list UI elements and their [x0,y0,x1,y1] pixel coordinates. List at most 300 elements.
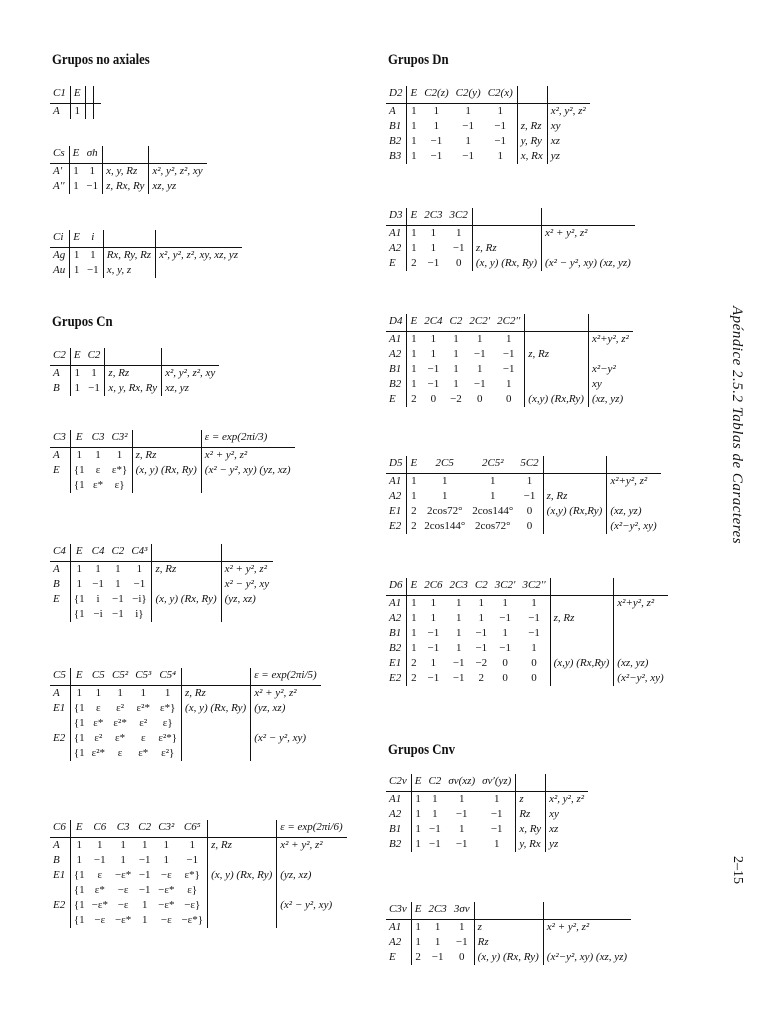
class-header [588,314,632,332]
table-cell: 1 [430,657,437,669]
table-cell [208,883,277,898]
table-cell: ε²*} [158,732,178,744]
irrep-label [50,478,70,493]
table-cell: 1 [136,563,143,575]
table-cell: −i [93,608,103,620]
table-cell: x² + y², z² [543,920,631,936]
irrep-label: A1 [386,596,407,612]
table-cell: {1 [73,884,85,896]
class-header [182,668,251,686]
table-cell: −ε} [184,899,201,911]
table-cell: 1 [441,490,448,502]
class-header: E [70,348,84,366]
table-cell: −1 [427,378,440,390]
class-header: 2C2′′ [494,314,525,332]
table-cell: 1 [89,165,95,177]
table-cell: x² + y², z² [542,226,635,242]
table-cell: ε* [115,732,126,744]
table-cell: −ε*} [181,914,204,926]
table-cell: x²+y², z² [588,332,632,348]
table-cell [525,377,589,392]
table-cell: ε*} [111,464,128,476]
table-cell: 1 [455,627,462,639]
table-cell: 1 [465,105,471,117]
table-cell [614,626,668,641]
irrep-label: A2 [386,807,411,822]
table-row [50,686,321,702]
table-row [50,104,101,120]
table-cell: −ε* [91,899,108,911]
class-header [162,348,220,366]
irrep-label: A2 [386,489,407,504]
irrep-label: B1 [386,362,407,377]
table-cell: 1 [163,839,170,851]
table-cell: −ε* [114,914,132,926]
irrep-label: E1 [50,868,70,883]
table-cell: (x, y) (Rx, Ry) [472,256,541,271]
table-cell: ε² [139,717,148,729]
table-cell: −1 [427,642,440,654]
class-header: E [70,86,85,104]
class-header: C6 [89,820,112,838]
class-header: 2C4 [421,314,446,332]
table-row [50,366,219,382]
table-cell: 1 [434,936,441,948]
table-cell: i} [135,608,144,620]
table-row [50,838,347,854]
table-cell: ε²} [161,747,175,759]
irrep-label: A2 [386,611,407,626]
table-cell: 2 [411,657,417,669]
table-cell: ε²* [113,717,127,729]
table-header-row [50,230,242,248]
class-header: E [407,86,421,104]
irrep-label: E [386,256,407,271]
table-cell: −ε [160,914,172,926]
table-row [50,592,273,607]
table-cell: 2 [411,393,417,405]
table-cell: {1 [73,479,85,491]
table-row [386,104,590,120]
table-cell: −1 [528,612,540,624]
table-cell: ε [117,747,123,759]
class-header [132,430,201,448]
table-cell: −1 [473,378,486,390]
table-cell: 1 [458,823,465,835]
class-header: C2 [447,314,467,332]
table-row [386,822,588,837]
table-cell: 1 [478,597,485,609]
table-header-row [386,774,588,792]
table-cell: 1 [73,264,80,276]
table-cell: (xz, yz) [588,392,632,407]
irrep-label: A1 [386,474,407,490]
table-cell: y, Ry [517,134,547,149]
class-header [152,544,221,562]
table-header-row [50,146,207,164]
table-row [50,381,219,396]
table-cell: x², y², z² [547,104,589,120]
class-header: C2(z) [421,86,452,104]
irrep-label: D6 [386,578,407,596]
table-row [386,347,633,362]
table-cell: x², y², z², xy [162,366,220,382]
table-cell: 1 [411,597,417,609]
table-cell: 1 [411,135,417,147]
class-header [93,86,101,104]
table-cell: z, Rz [550,611,614,626]
character-table-d3 [386,208,635,271]
table-cell: 1 [141,839,148,851]
table-cell: z [474,920,543,936]
table-cell: 1 [441,475,448,487]
table-cell: −1 [490,808,503,820]
table-row [50,913,347,928]
table-cell: 2cos144° [472,505,514,517]
table-cell: 1 [140,687,146,699]
table-cell: xz, yz [162,381,220,396]
irrep-label: C3v [386,902,411,920]
irrep-label [50,716,70,731]
class-header: E [70,544,88,562]
character-table-c6 [50,820,347,928]
table-cell: z [516,792,546,808]
table-cell: x², y², z², xy, xz, yz [156,248,242,264]
table-cell: 1 [95,563,101,575]
table-cell [543,519,607,534]
table-cell: xz [546,822,588,837]
irrep-label: B [50,381,70,396]
appendix-side-title: Apéndice 2.5.2 Tablas de Caracteres [729,306,745,545]
table-cell [208,853,277,868]
table-row [50,164,207,180]
table-cell: ε*} [184,869,200,881]
table-cell: 1 [120,839,126,851]
irrep-label: C5 [50,668,70,686]
table-cell: −1 [429,823,441,835]
table-cell: −1 [88,382,100,394]
table-cell: 1 [411,105,417,117]
class-header: σh [83,146,102,164]
table-row [386,474,661,490]
table-cell: x, y, z [103,263,155,278]
table-cell: (x, y) (Rx, Ry) [182,701,251,716]
table-cell [517,104,547,120]
table-cell: 1 [76,839,82,851]
table-cell: −1 [429,838,441,850]
table-header-row [386,314,633,332]
class-header: 3C2′′ [519,578,550,596]
table-cell: 1 [91,367,97,379]
irrep-label: C2 [50,348,70,366]
table-cell [182,716,251,731]
table-row [386,504,661,519]
irrep-label: B2 [386,641,407,656]
irrep-label: A1 [386,332,407,348]
table-cell: x²−y² [588,362,632,377]
irrep-label: A1 [386,792,411,808]
class-header [474,902,543,920]
table-cell: 1 [411,475,417,487]
table-cell: 1 [411,378,417,390]
table-cell: (xz, yz) [614,656,668,671]
table-cell: −1 [427,627,440,639]
table-row [50,263,242,278]
table-cell: xy [547,119,589,134]
table-cell: −1 [455,808,468,820]
table-cell [182,731,251,746]
table-cell: z, Rz [525,347,589,362]
table-row [386,119,590,134]
table-cell: 2cos72° [475,520,511,532]
table-row [50,562,273,578]
class-header [208,820,277,838]
table-header-row [50,820,347,838]
table-cell: 1 [432,808,438,820]
irrep-label: D3 [386,208,407,226]
class-header: C2(y) [453,86,485,104]
irrep-label: E1 [386,504,407,519]
table-cell: 1 [115,578,121,590]
table-cell: −1 [455,838,468,850]
table-cell: 2 [411,257,417,269]
class-header: C2 [108,544,128,562]
class-header [85,86,93,104]
table-row [50,577,273,592]
table-cell: −ε* [158,884,175,896]
table-cell: 0 [526,505,533,517]
table-cell: −1 [502,363,515,375]
table-cell: −ε [160,869,172,881]
table-cell: −1 [452,242,465,254]
table-row [386,392,633,407]
class-header: C2 [135,820,155,838]
table-row [50,868,347,883]
table-cell [588,347,632,362]
class-header: E [411,902,425,920]
irrep-label: A [50,448,70,464]
table-cell [550,596,614,612]
table-cell: 1 [531,642,537,654]
table-cell: −1 [138,884,151,896]
table-cell: 1 [455,597,462,609]
table-cell: Rx, Ry, Rz [103,248,155,264]
table-header-row [50,668,321,686]
class-header: E [70,668,88,686]
table-cell: 1 [531,597,537,609]
table-cell: 1 [458,921,465,933]
table-cell: −ε* [158,899,175,911]
table-cell: 1 [455,227,462,239]
irrep-label: E [386,392,407,407]
irrep-label: E [50,463,70,478]
table-cell: ε} [162,717,173,729]
table-cell: 1 [432,793,438,805]
table-cell: 2 [411,505,417,517]
table-cell: 2 [411,520,417,532]
table-cell: 1 [411,348,417,360]
table-cell [542,241,635,256]
irrep-label: B3 [386,149,407,164]
table-cell: 1 [415,793,421,805]
class-header [517,86,547,104]
irrep-label: C2v [386,774,411,792]
table-cell: 1 [430,612,437,624]
table-cell [93,104,101,120]
table-row [386,950,631,965]
class-header [542,208,635,226]
table-cell: xy [588,377,632,392]
table-cell [550,641,614,656]
table-cell: 1 [76,449,82,461]
table-cell: −1 [93,854,106,866]
irrep-label: A [386,104,407,120]
class-header [546,774,588,792]
table-cell: −1 [92,578,104,590]
table-cell: 1 [465,135,471,147]
table-cell: (x²−y², xy) [614,671,668,686]
class-header: C2 [425,774,445,792]
table-cell: 1 [455,642,462,654]
table-cell: 1 [493,838,500,850]
table-cell: x² + y², z² [201,448,294,464]
heading-nonaxial: Grupos no axiales [52,52,150,68]
table-header-row [386,208,635,226]
class-header: E [411,774,425,792]
table-cell: −1 [427,672,440,684]
class-header: 3C2′ [492,578,520,596]
character-table-c4 [50,544,273,622]
table-cell: 2cos144° [424,520,466,532]
table-cell: −ε [94,914,106,926]
class-header: C5³ [132,668,155,686]
irrep-label [50,883,70,898]
table-cell: 0 [455,257,462,269]
irrep-label: B1 [386,119,407,134]
table-row [386,611,668,626]
table-cell: 1 [95,449,101,461]
table-cell: x²+y², z² [614,596,668,612]
irrep-label: A [50,838,70,854]
table-cell: −1 [430,150,443,162]
table-cell: x²+y², z² [607,474,661,490]
table-cell: x² − y², xy [221,577,273,592]
table-cell: 1 [505,333,512,345]
table-cell: 1 [453,333,459,345]
table-cell: x² + y², z² [277,838,347,854]
table-row [50,716,321,731]
table-cell: xz, yz [149,179,207,194]
table-cell: z, Rx, Ry [103,179,149,194]
class-header [607,456,661,474]
table-cell: 1 [163,854,170,866]
table-cell: 1 [411,242,417,254]
table-cell: (x² − y², xy) [277,898,347,913]
table-cell: −1 [494,135,507,147]
class-header [149,146,207,164]
table-row [386,641,668,656]
table-cell: 1 [430,333,437,345]
table-cell: 1 [497,105,503,117]
table-cell: −1 [452,657,465,669]
class-header: ε = exp(2πi/5) [251,668,321,686]
table-row [386,519,661,534]
table-row [386,656,668,671]
class-header: σv′(yz) [479,774,516,792]
table-cell: ε* [92,479,104,491]
table-cell [182,746,251,761]
irrep-label: A [50,104,70,120]
irrep-label [50,607,70,622]
table-cell: z, Rz [472,241,541,256]
table-cell: −1 [462,150,475,162]
class-header: σv(xz) [445,774,479,792]
table-cell: 0 [531,657,537,669]
table-cell: −1 [475,627,488,639]
class-header: 2C3 [421,208,446,226]
table-cell [472,226,541,242]
table-cell: (x,y) (Rx,Ry) [543,504,607,519]
table-cell [152,577,221,592]
table-cell: 1 [76,687,82,699]
table-cell: x, Ry [516,822,546,837]
table-cell [208,898,277,913]
irrep-label: Ag [50,248,70,264]
table-cell: {1 [73,732,85,744]
class-header [103,146,149,164]
table-cell [251,716,321,731]
class-header: C5⁴ [155,668,181,686]
table-cell [277,853,347,868]
irrep-label: Au [50,263,70,278]
table-cell [85,104,93,120]
table-row [50,898,347,913]
character-table-d5 [386,456,661,534]
table-cell: x² + y², z² [251,686,321,702]
table-cell: (x² − y², xy) [251,731,321,746]
table-cell: −1 [494,120,507,132]
table-cell: ε} [187,884,198,896]
class-header: C4³ [128,544,152,562]
table-cell: {1 [73,717,85,729]
table-cell: (xz, yz) [607,504,661,519]
table-cell: xz [547,134,589,149]
table-cell: (x,y) (Rx,Ry) [525,392,589,407]
class-header: C3 [89,430,109,448]
table-cell: {1 [73,899,85,911]
table-header-row [50,348,219,366]
irrep-label: B [50,577,70,592]
table-row [50,607,273,622]
table-cell [277,913,347,928]
class-header [525,314,589,332]
table-cell: 1 [164,687,171,699]
table-cell: −i} [132,593,147,605]
character-table-c2 [50,348,219,396]
irrep-label: E2 [50,898,70,913]
table-cell: x, Rx [517,149,547,164]
table-cell: 1 [141,899,148,911]
table-cell: ε* [93,717,104,729]
table-cell: 1 [74,105,80,117]
table-cell [550,671,614,686]
table-cell: 1 [430,227,437,239]
class-header: E [70,820,88,838]
table-cell: −1 [452,672,465,684]
table-cell: (x, y) (Rx, Ry) [208,868,277,883]
table-cell: 1 [430,597,437,609]
table-row [50,179,207,194]
